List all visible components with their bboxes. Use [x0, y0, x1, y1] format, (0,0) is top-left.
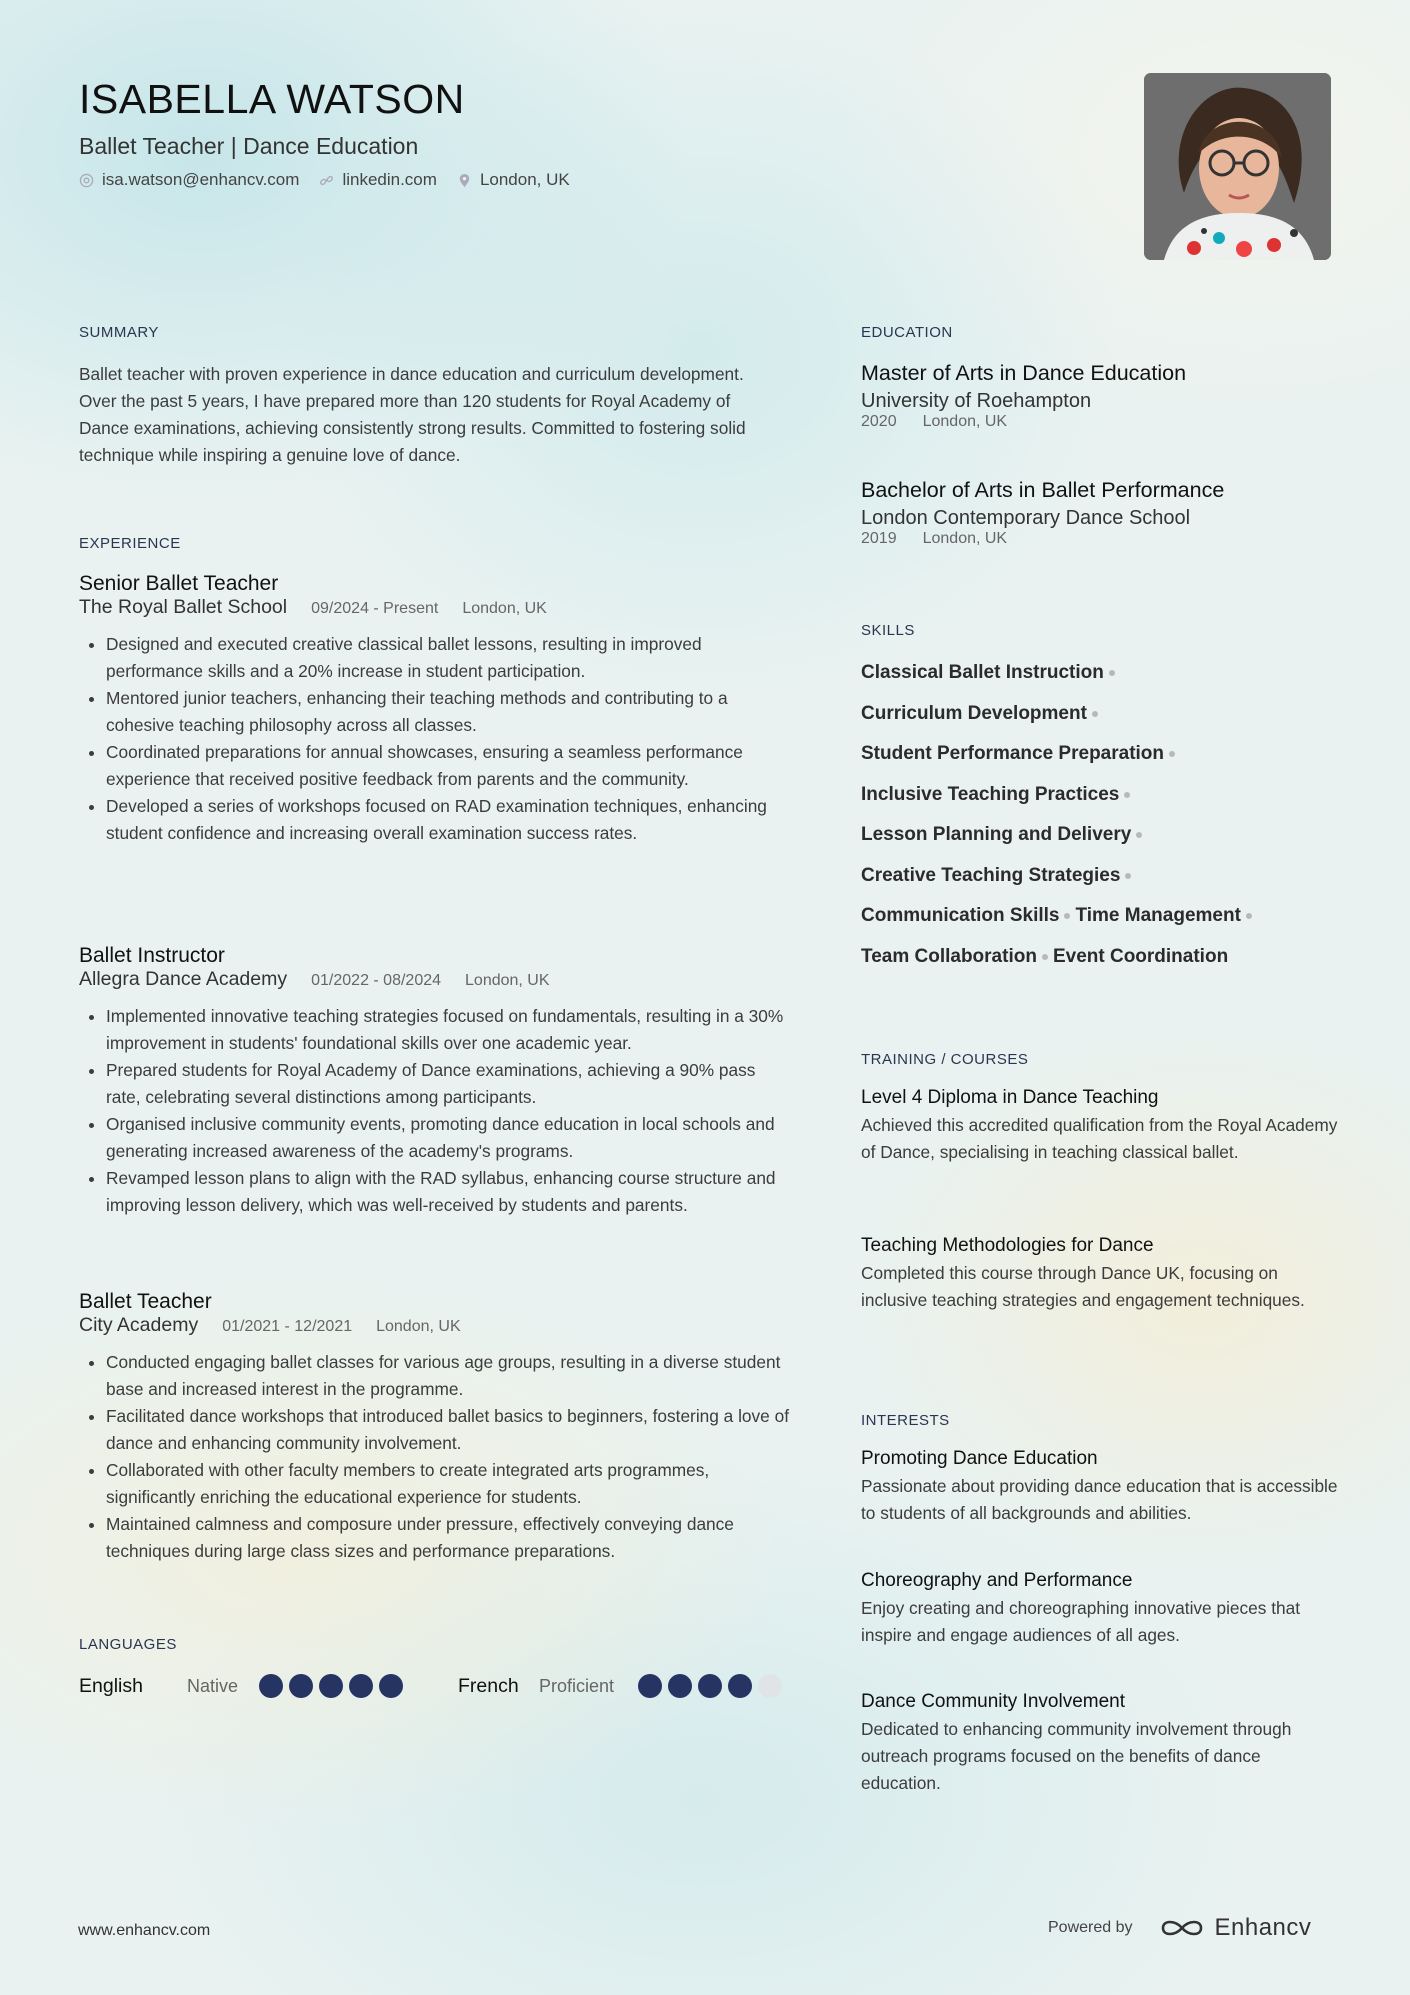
contact-location: [457, 170, 570, 190]
bullet: • Collaborated with other faculty members to create integrated arts programmes, significantly enriching the educational experience for students.: [106, 1457, 794, 1511]
skill-tag: Classical Ballet Instruction: [861, 662, 1104, 684]
interest-item: [861, 1448, 1341, 1527]
interest-description: Enjoy creating and choreographing innovative pieces that inspire and engage audiences of all ages.: [861, 1598, 1301, 1645]
rating-dot: [259, 1674, 283, 1698]
skill-tag: Student Performance Preparation: [861, 743, 1165, 765]
education-title: EDUCATION: [861, 324, 953, 341]
language-rating: [638, 1674, 782, 1698]
skills-list: [861, 653, 1341, 977]
job-location: London, UK: [376, 1318, 461, 1335]
school: University of Roehampton: [861, 390, 1092, 412]
at-icon: [79, 173, 94, 188]
bullet: • Implemented innovative teaching strategies focused on fundamentals, resulting in a 30% improvement in students' foundational skills over one academic year.: [106, 1003, 794, 1057]
interest-item: [861, 1570, 1341, 1649]
rating-dot: [319, 1674, 343, 1698]
contact-location-text: London, UK: [479, 170, 570, 189]
skill-tag: Team Collaboration: [861, 945, 1037, 967]
rating-dot: [379, 1674, 403, 1698]
education-item: [861, 361, 1341, 431]
bullet: • Developed a series of workshops focused on RAD examination techniques, enhancing student confidence and increasing overall examination success rates.: [106, 793, 794, 847]
training-description: Achieved this accredited qualification from the Royal Academy of Dance, specialising in teaching classical ballet.: [861, 1115, 1338, 1162]
skill-tag: Time Management: [1075, 905, 1241, 927]
job-bullets: [79, 1349, 794, 1565]
language-name: French: [458, 1674, 519, 1697]
language-name: English: [79, 1674, 143, 1697]
rating-dot: [289, 1674, 313, 1698]
job-dates: 01/2021 - 12/2021: [222, 1318, 353, 1335]
company-name: City Academy: [79, 1314, 199, 1336]
job-title: Senior Ballet Teacher: [79, 572, 279, 595]
education-item: [861, 478, 1341, 548]
brand-logo[interactable]: [1159, 1914, 1312, 1942]
interests-title: INTERESTS: [861, 1412, 950, 1429]
location-pin-icon: [457, 173, 472, 188]
language-level: Proficient: [539, 1675, 615, 1696]
training-item: [861, 1087, 1341, 1166]
headline: Ballet Teacher | Dance Education: [79, 133, 419, 159]
candidate-name: ISABELLA WATSON: [79, 76, 465, 122]
rating-dot-empty: [758, 1674, 782, 1698]
company-name: Allegra Dance Academy: [79, 968, 288, 990]
interest-name: Dance Community Involvement: [861, 1691, 1125, 1712]
bullet: • Mentored junior teachers, enhancing their teaching methods and contributing to a cohesive teaching philosophy across all classes.: [106, 685, 794, 739]
job-dates: 01/2022 - 08/2024: [311, 972, 442, 989]
language-level: Native: [187, 1675, 239, 1696]
skill-tag: Inclusive Teaching Practices: [861, 783, 1120, 805]
language-french: [458, 1674, 782, 1698]
company-name: The Royal Ballet School: [79, 596, 288, 618]
training-title: TRAINING / COURSES: [861, 1051, 1029, 1068]
bullet: • Coordinated preparations for annual showcases, ensuring a seamless performance experience that received positive feedback from parents and the community.: [106, 739, 794, 793]
rating-dot: [728, 1674, 752, 1698]
rating-dot: [349, 1674, 373, 1698]
bullet: • Designed and executed creative classical ballet lessons, resulting in improved performance skills and a 20% increase in student participation.: [106, 631, 794, 685]
skills-title: SKILLS: [861, 622, 915, 639]
training-item: [861, 1235, 1341, 1314]
bullet: • Conducted engaging ballet classes for various age groups, resulting in a diverse student base and increased interest in the programme.: [106, 1349, 794, 1403]
degree: Master of Arts in Dance Education: [861, 361, 1187, 385]
rating-dot: [698, 1674, 722, 1698]
experience-item: [79, 572, 794, 847]
footer-website[interactable]: www.enhancv.com: [78, 1922, 211, 1939]
languages-title: LANGUAGES: [79, 1636, 177, 1653]
interest-description: Dedicated to enhancing community involvement through outreach programs focused on the benefits of dance education.: [861, 1719, 1292, 1793]
job-location: London, UK: [465, 972, 550, 989]
rating-dot: [668, 1674, 692, 1698]
skill-tag: Creative Teaching Strategies: [861, 864, 1121, 886]
link-icon: [319, 173, 334, 188]
bullet: • Revamped lesson plans to align with the RAD syllabus, enhancing course structure and improving lesson delivery, which was well-received by students and parents.: [106, 1165, 794, 1219]
profile-photo: [1144, 73, 1331, 260]
contact-email-text: isa.watson@enhancv.com: [102, 170, 300, 189]
bullet: • Maintained calmness and composure under pressure, effectively conveying dance techniques during large class sizes and performance preparations.: [106, 1511, 794, 1565]
skill-tag: Lesson Planning and Delivery: [861, 824, 1132, 846]
experience-item: [79, 1290, 794, 1565]
interest-description: Passionate about providing dance education that is accessible to students of all backgrounds and abilities.: [861, 1476, 1338, 1523]
contact-linkedin[interactable]: [319, 170, 437, 190]
powered-by-text: Powered by: [1048, 1919, 1133, 1936]
interest-name: Choreography and Performance: [861, 1570, 1133, 1591]
contact-linkedin-text: linkedin.com: [342, 170, 437, 189]
summary-text: Ballet teacher with proven experience in dance education and curriculum development. Over the past 5 years, I have prepared more than 120 students for Royal Academy of Dance examinations, achieving consistently strong results. Committed to fostering solid technique while inspiring a genuine love of dance.: [79, 364, 746, 465]
rating-dot: [638, 1674, 662, 1698]
edu-location: London, UK: [922, 413, 1008, 430]
school: London Contemporary Dance School: [861, 507, 1191, 529]
summary-title: SUMMARY: [79, 324, 159, 341]
bullet: • Prepared students for Royal Academy of Dance examinations, achieving a 90% pass rate, celebrating several distinctions among participants.: [106, 1057, 794, 1111]
skill-tag: Communication Skills: [861, 905, 1060, 927]
job-bullets: [79, 1003, 794, 1219]
interest-item: [861, 1691, 1341, 1797]
bullet: • Organised inclusive community events, promoting dance education in local schools and generating increased awareness of the academy's programs.: [106, 1111, 794, 1165]
training-name: Level 4 Diploma in Dance Teaching: [861, 1087, 1159, 1108]
footer-branding: [1048, 1914, 1311, 1942]
bullet: • Facilitated dance workshops that introduced ballet basics to beginners, fostering a love of dance and enhancing community involvement.: [106, 1403, 794, 1457]
experience-item: [79, 944, 794, 1219]
edu-year: 2020: [861, 413, 897, 430]
job-bullets: [79, 631, 794, 847]
training-description: Completed this course through Dance UK, focusing on inclusive teaching strategies and engagement techniques.: [861, 1263, 1305, 1310]
enhancv-logo-icon: [1159, 1915, 1205, 1941]
edu-year: 2019: [861, 530, 897, 547]
job-title: Ballet Instructor: [79, 944, 225, 967]
contact-email[interactable]: [79, 170, 299, 190]
edu-location: London, UK: [922, 530, 1008, 547]
training-name: Teaching Methodologies for Dance: [861, 1235, 1154, 1256]
skill-tag: Event Coordination: [1052, 945, 1229, 967]
job-location: London, UK: [462, 600, 547, 617]
job-dates: 09/2024 - Present: [311, 600, 439, 617]
skill-tag: Curriculum Development: [861, 702, 1087, 724]
degree: Bachelor of Arts in Ballet Performance: [861, 478, 1225, 502]
language-english: [79, 1674, 403, 1698]
experience-title: EXPERIENCE: [79, 535, 181, 552]
interest-name: Promoting Dance Education: [861, 1448, 1098, 1469]
contact-list: [79, 170, 570, 190]
language-rating: [259, 1674, 403, 1698]
brand-name: Enhancv: [1214, 1914, 1312, 1941]
job-title: Ballet Teacher: [79, 1290, 212, 1313]
